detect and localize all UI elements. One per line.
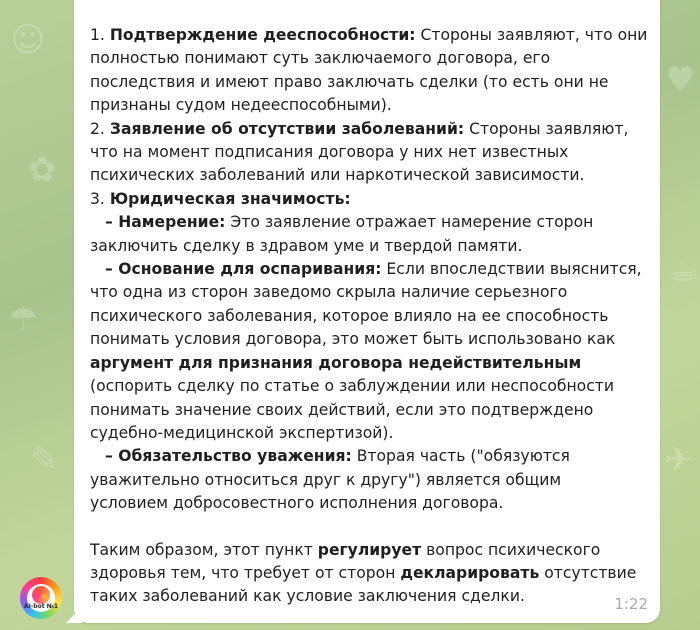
background-doodle-icon: ✎ [30,440,59,480]
sub-list-item: – Обязательство уважения: Вторая часть ("обязуются [105,447,570,466]
background-doodle-icon: ♥ [665,60,696,100]
message-timestamp: 1:22 [614,595,648,613]
summary-paragraph: Таким образом, этот пункт регулирует вопрос психического [90,540,601,559]
background-doodle-icon: ✿ [28,150,57,190]
list-item: 2. Заявление об отсутствии заболеваний: Стороны заявляют, [90,119,629,138]
bot-avatar[interactable] [20,577,62,619]
avatar-label: AI-bot №1 [23,603,59,610]
sub-list-item: – Основание для оспаривания: Если впоследствии выяснится, [105,260,642,279]
sub-list-item: – Намерение: Это заявление отражает намерение сторон [105,213,594,232]
logo-icon [32,586,50,604]
background-doodle-icon: ☕ [668,250,699,290]
message-text: 1. Подтверждение дееспособности: Стороны заявляют, что они полностью понимают суть заключаемого договора, его последствия и имеют право заключать сделки (то есть они не признаны судом недееспособными). 2. Заявление об отсутствии заболеваний: Стороны заявляют, что на момент подписания договора у них нет известных психических заболеваний или наркотической зависимости. 3. Юридическая значимость: – Намерение: Это заявление отражает намерение сторон заключить сделку в здравом уме и твердой памяти. – Основание для оспаривания: Если впоследствии выяснится, что одна из сторон заведомо скрыла наличие серьезного психического заболевания, которое влияло на ее способность понимать условия договора, это может быть использовано как аргумент для признания договора недействительным (оспорить сделку по статье о заблуждении или неспособности понимать значение своих действий, если это подтверждено судебно-медицинской экспертизой). – Обязательство уважения: Вторая часть ("обязуются уважительно относиться друг к другу") является общим условием добросовестного исполнения договора. Таким образом, этот пункт регулирует вопрос психического здоровья тем, что требует от сторон декларировать отсутствие таких заболеваний как условие заключения сделки. [90,24,650,609]
background-doodle-icon: ☺ [10,20,46,60]
emphasis-text: аргумент для признания договора недействительным [90,353,582,372]
background-doodle-icon: ☂ [8,300,39,340]
list-item: 3. Юридическая значимость: [90,189,351,208]
background-doodle-icon: ✈ [664,440,693,480]
message-bubble[interactable] [74,0,660,623]
list-item: 1. Подтверждение дееспособности: Стороны заявляют, что они [90,26,648,44]
